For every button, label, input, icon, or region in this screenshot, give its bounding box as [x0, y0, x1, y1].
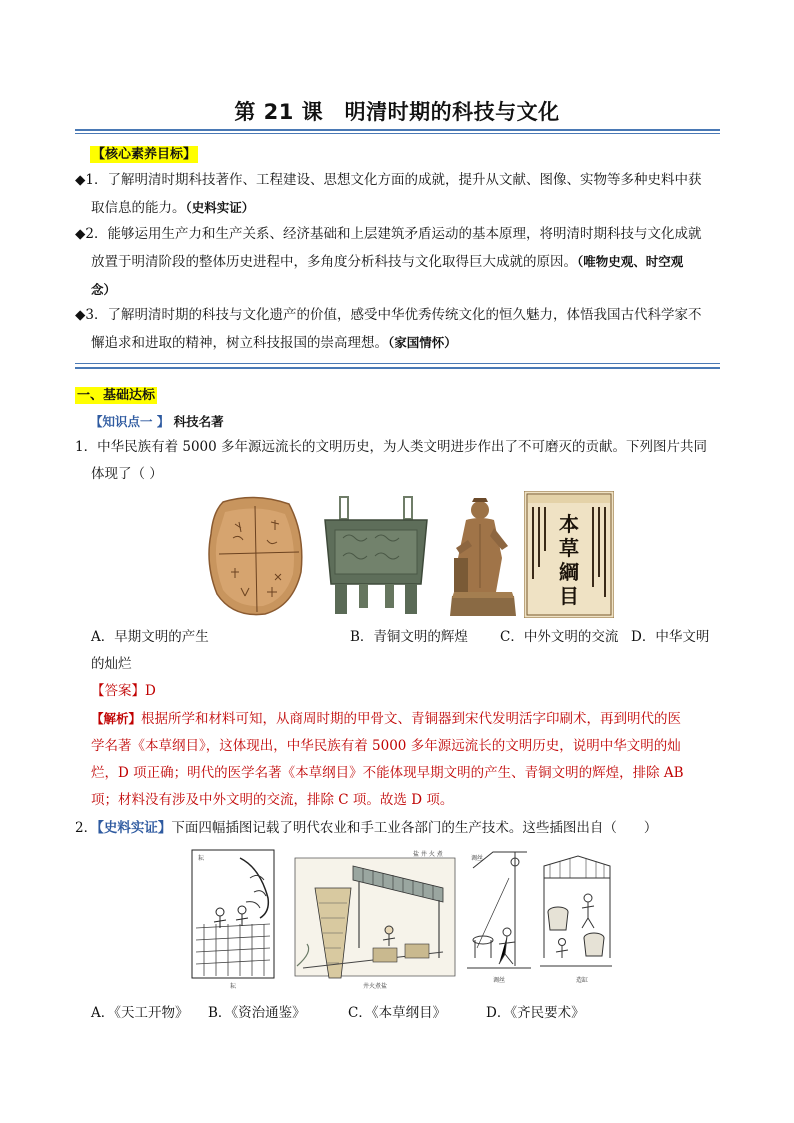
- q1-option-a[interactable]: A．早期文明的产生: [91, 629, 209, 645]
- weeding-caption-top: 耘: [198, 855, 205, 862]
- woodcut-silk-reeling-image: [463, 848, 535, 990]
- q2-number: 2．: [75, 820, 98, 836]
- q2-tag: 【史料实证】: [97, 820, 172, 836]
- silk-caption-top: 调丝: [471, 855, 484, 862]
- goal-3-line1: ◆3．了解明清时期的科技与文化遗产的价值，感受中华优秀传统文化的恒久魅力，体悟我国古代科学家不: [75, 307, 702, 323]
- q1-analysis-line4: 项；材料没有涉及中外文明的交流，排除 C 项。故选 D 项。: [91, 792, 454, 808]
- weeding-caption: 耘: [229, 983, 237, 990]
- oracle-bone-image: [205, 494, 307, 618]
- goals-heading: 【核心素养目标】: [92, 147, 197, 162]
- q1-option-b[interactable]: B．青铜文明的辉煌: [350, 629, 468, 645]
- knowledge-point: [90, 408, 224, 436]
- q2-option-d[interactable]: D．《齐民要术》: [486, 1005, 585, 1021]
- q1-answer-label: 【答案】: [91, 683, 145, 699]
- q2-stem: [75, 815, 735, 842]
- book-char-2: 草: [559, 536, 579, 560]
- q1-stem: [75, 434, 735, 488]
- q1-option-c[interactable]: C．中外文明的交流: [500, 629, 619, 645]
- q1-analysis-label: 【解析】: [91, 711, 142, 726]
- q1-analysis-line1: 根据所学和材料可知，从商周时期的甲骨文、青铜器到宋代发明活字印刷术，再到明代的医: [141, 711, 682, 727]
- bisheng-statue-image: [446, 488, 520, 618]
- vat-caption: 造缸: [575, 977, 589, 984]
- salt-well-caption-top: 盐 井 火 煮: [413, 851, 443, 858]
- goal-2: [75, 221, 735, 304]
- title-rule-thin: [75, 133, 720, 134]
- goals-heading-wrap: [90, 141, 198, 168]
- book-char-4: 目: [559, 584, 579, 608]
- goal-3-tag: （家国情怀）: [388, 335, 457, 350]
- q1-analysis-line2: 学名著《本草纲目》，这体现出，中华民族有着 5000 多年源远流长的文明历史，说明中华文明的灿: [91, 738, 681, 754]
- goal-2-line2: 放置于明清阶段的整体历史进程中，多角度分析科技与文化取得巨大成就的原因。: [91, 254, 577, 270]
- q2-option-a[interactable]: A．《天工开物》: [91, 1005, 189, 1021]
- goals-rule-thin: [75, 363, 720, 364]
- goal-3: [75, 302, 735, 357]
- goals-rule-thick: [75, 367, 720, 369]
- q1-analysis: [91, 705, 731, 814]
- q2-option-c[interactable]: C．《本草纲目》: [348, 1005, 447, 1021]
- q1-option-d[interactable]: D．中华文明: [631, 629, 710, 645]
- woodcut-vat-making-image: [538, 848, 614, 990]
- silk-caption: 调丝: [492, 977, 506, 984]
- q1-line2: 体现了（ ）: [91, 466, 163, 482]
- woodcut-salt-well-image: [293, 848, 457, 990]
- bencao-gangmu-cover-image: [524, 491, 614, 618]
- knowledge-point-prefix: 【知识点一 】: [90, 414, 170, 429]
- page-title: 第 21 课 明清时期的科技与文化: [234, 100, 560, 124]
- title-rule-thick: [75, 129, 720, 131]
- goal-2-line1: ◆2．能够运用生产力和生产关系、经济基础和上层建筑矛盾运动的基本原理，将明清时期科技与文化成就: [75, 226, 702, 242]
- q1-analysis-line3: 烂，D 项正确；明代的医学名著《本草纲目》不能体现早期文明的产生、青铜文明的辉煌，排除 AB: [91, 765, 684, 781]
- woodcut-weeding-image: [190, 848, 276, 990]
- q1-line1: 1．中华民族有着 5000 多年源远流长的文明历史，为人类文明进步作出了不可磨灭的贡献。下列图片共同: [75, 439, 708, 455]
- goal-1-tag: （史料实证）: [185, 200, 255, 215]
- salt-well-caption: 井火煮盐: [362, 983, 388, 990]
- knowledge-point-title: 科技名著: [173, 414, 224, 429]
- q1-answer-value: D: [145, 683, 156, 699]
- q1-answer: [91, 678, 156, 705]
- goal-1-line2: 取信息的能力。: [91, 200, 186, 216]
- goal-1: [75, 167, 735, 222]
- section-heading-wrap: [75, 382, 157, 409]
- goal-3-line2: 懈追求和进取的精神，树立科技报国的崇高理想。: [91, 335, 388, 351]
- goal-1-line1: ◆1．了解明清时期科技著作、工程建设、思想文化方面的成就，提升从文献、图像、实物等多种史料中获: [75, 172, 702, 188]
- q2-text: 下面四幅插图记载了明代农业和手工业各部门的生产技术。这些插图出自（ ）: [171, 820, 658, 836]
- q1-option-d-wrap: 的灿烂: [91, 656, 132, 672]
- book-char-3: 綱: [559, 560, 579, 584]
- goal-2-line3: 念）: [91, 282, 117, 297]
- goal-2-tag: （唯物史观、时空观: [577, 254, 684, 269]
- book-char-1: 本: [559, 512, 579, 536]
- q2-option-b[interactable]: B．《资治通鉴》: [208, 1005, 306, 1021]
- bronze-ding-image: [317, 494, 435, 618]
- section-heading: 一、基础达标: [77, 388, 156, 403]
